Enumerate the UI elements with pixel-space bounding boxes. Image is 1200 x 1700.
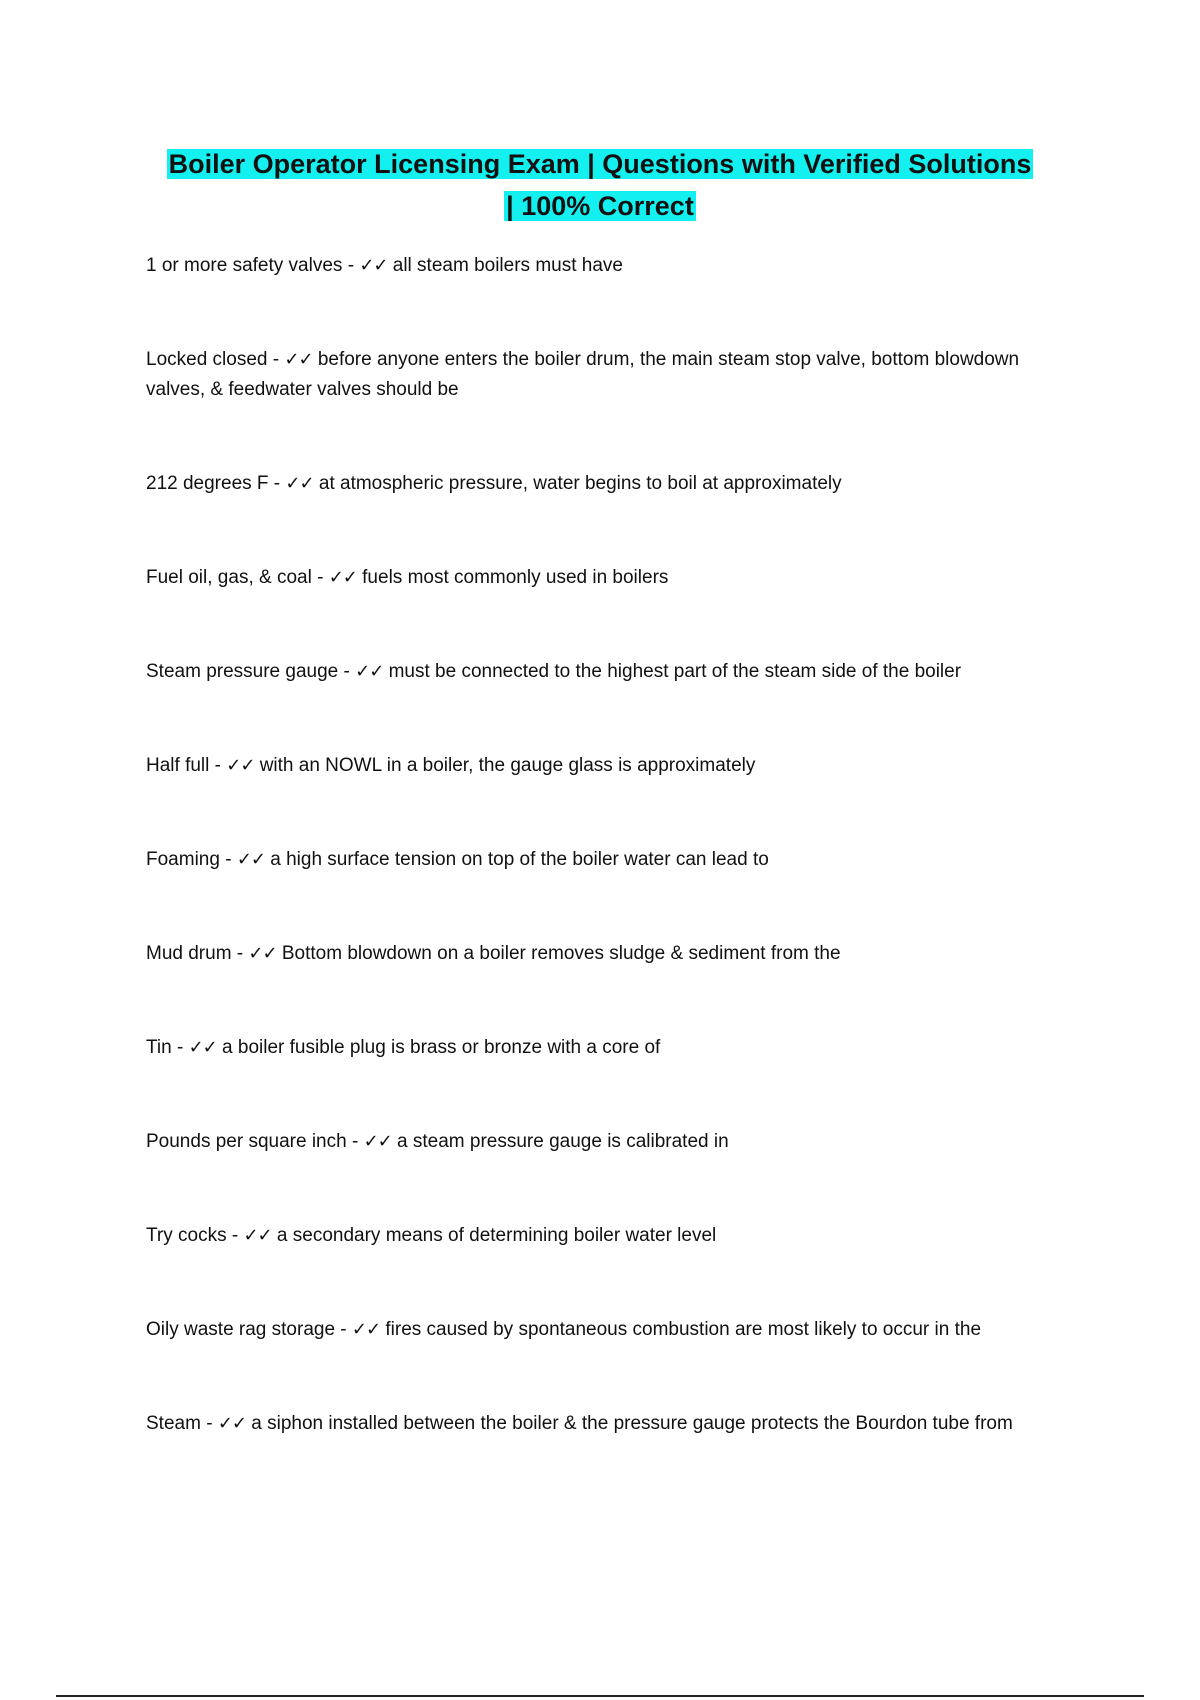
check-mark-icon: ✓✓	[188, 1037, 217, 1058]
qa-question: fires caused by spontaneous combustion are most likely to occur in the	[385, 1319, 982, 1340]
check-mark-icon: ✓✓	[285, 473, 314, 494]
qa-answer: Mud drum -	[146, 943, 248, 964]
qa-answer: Steam -	[146, 1413, 218, 1434]
qa-item	[146, 563, 1046, 593]
qa-answer: Locked closed -	[146, 349, 284, 370]
qa-item	[146, 469, 1046, 499]
qa-answer: Fuel oil, gas, & coal -	[146, 567, 329, 588]
check-mark-icon: ✓✓	[328, 567, 357, 588]
qa-question: a siphon installed between the boiler & the pressure gauge protects the Bourdon tube from	[251, 1413, 1013, 1434]
check-mark-icon: ✓✓	[284, 349, 313, 370]
qa-item	[146, 251, 1046, 281]
qa-item	[146, 939, 1046, 969]
check-mark-icon: ✓✓	[236, 849, 265, 870]
qa-question: with an NOWL in a boiler, the gauge glass is approximately	[259, 755, 756, 776]
qa-answer: Steam pressure gauge -	[146, 661, 355, 682]
title-line-2: | 100% Correct	[506, 191, 694, 221]
check-mark-icon: ✓✓	[355, 661, 384, 682]
qa-item	[146, 1221, 1046, 1251]
qa-question: before anyone enters the boiler drum, the main steam stop valve, bottom blowdown valves, & feedwater valves should be	[146, 349, 1020, 400]
qa-answer: Pounds per square inch -	[146, 1131, 364, 1152]
qa-answer: 1 or more safety valves -	[146, 255, 359, 276]
check-mark-icon: ✓✓	[351, 1319, 381, 1340]
qa-item	[146, 751, 1046, 781]
check-mark-icon: ✓✓	[226, 755, 255, 776]
qa-question: must be connected to the highest part of the steam side of the boiler	[388, 661, 962, 682]
qa-item	[146, 345, 1046, 405]
check-mark-icon: ✓✓	[217, 1413, 246, 1434]
qa-answer: Oily waste rag storage -	[146, 1319, 352, 1340]
qa-item	[146, 1033, 1046, 1063]
qa-item	[146, 845, 1046, 875]
page-title	[140, 143, 1060, 227]
qa-item	[146, 1315, 1046, 1345]
check-mark-icon: ✓✓	[359, 255, 388, 276]
title-line-1: Boiler Operator Licensing Exam | Questions with Verified Solutions	[168, 149, 1032, 179]
qa-answer: Try cocks -	[146, 1225, 243, 1246]
qa-answer: Tin -	[146, 1037, 189, 1058]
footer-divider	[56, 1695, 1144, 1697]
qa-question: all steam boilers must have	[392, 255, 623, 276]
qa-question: a high surface tension on top of the boiler water can lead to	[270, 849, 769, 870]
qa-question: a steam pressure gauge is calibrated in	[397, 1131, 729, 1152]
check-mark-icon: ✓✓	[243, 1225, 272, 1246]
qa-answer: Half full -	[146, 755, 226, 776]
qa-question: at atmospheric pressure, water begins to boil at approximately	[318, 473, 842, 494]
qa-item	[146, 1409, 1046, 1439]
qa-question: fuels most commonly used in boilers	[362, 567, 669, 588]
qa-item	[146, 657, 1046, 687]
check-mark-icon: ✓✓	[248, 943, 277, 964]
qa-question: Bottom blowdown on a boiler removes sludge & sediment from the	[281, 943, 841, 964]
qa-answer: Foaming -	[146, 849, 237, 870]
qa-question: a secondary means of determining boiler water level	[276, 1225, 717, 1246]
qa-item	[146, 1127, 1046, 1157]
check-mark-icon: ✓✓	[363, 1131, 392, 1152]
qa-answer: 212 degrees F -	[146, 473, 285, 494]
qa-question: a boiler fusible plug is brass or bronze with a core of	[222, 1037, 661, 1058]
